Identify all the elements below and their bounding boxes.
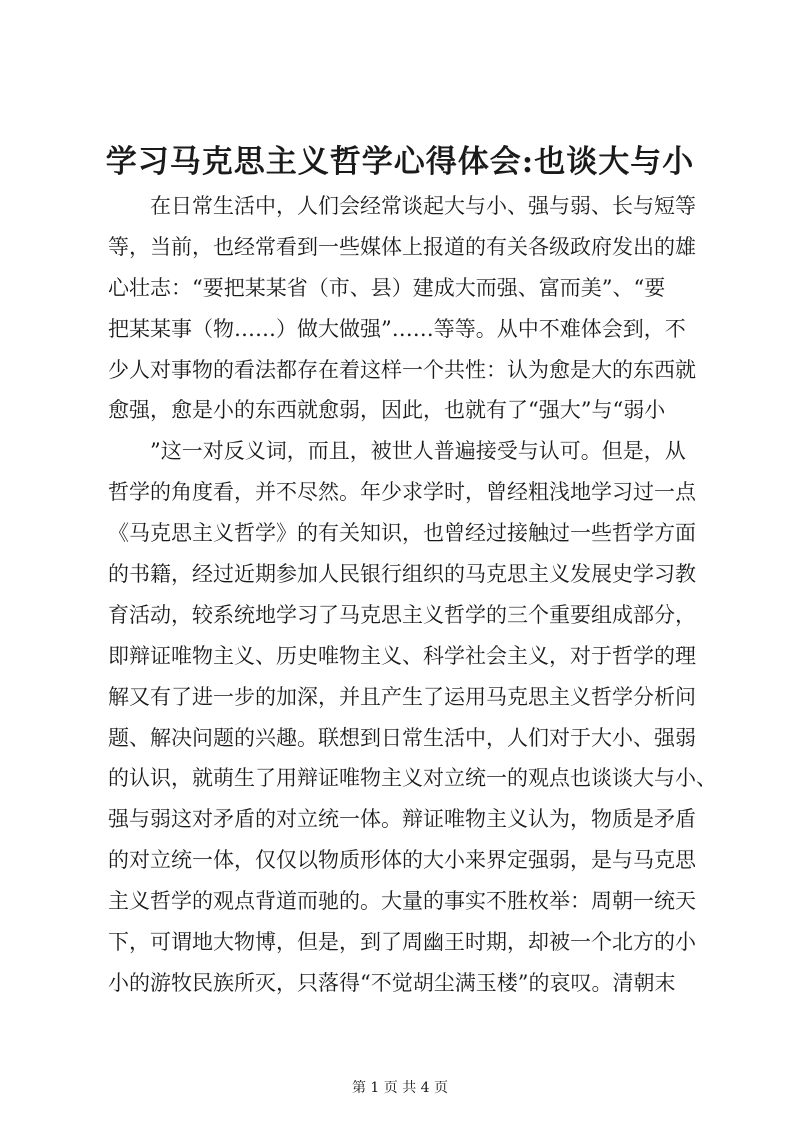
text-line: 哲学的角度看，并不尽然。年少求学时，曾经粗浅地学习过一点 — [108, 480, 696, 505]
text-line: 下，可谓地大物博，但是，到了周幽王时期，却被一个北方的小 — [108, 930, 696, 955]
text-line: 育活动，较系统地学习了马克思主义哲学的三个重要组成部分， — [108, 602, 696, 627]
text-line: 强与弱这对矛盾的对立统一体。辩证唯物主义认为，物质是矛盾 — [108, 807, 696, 832]
text-line: 《马克思主义哲学》的有关知识，也曾经过接触过一些哲学方面 — [108, 521, 696, 546]
text-line: 把某某事（物……）做大做强”……等等。从中不难体会到，不 — [108, 316, 686, 341]
page-footer: 第 1 页 共 4 页 — [351, 1080, 449, 1096]
text-line: 的认识，就萌生了用辩证唯物主义对立统一的观点也谈谈大与小、 — [108, 766, 717, 791]
text-line: 即辩证唯物主义、历史唯物主义、科学社会主义，对于哲学的理 — [108, 643, 696, 668]
text-line: 愈强，愈是小的东西就愈弱，因此，也就有了“强大”与“弱小 — [108, 398, 666, 423]
text-line: 等，当前，也经常看到一些媒体上报道的有关各级政府发出的雄 — [108, 234, 696, 259]
body-text — [108, 186, 717, 1004]
text-line: 少人对事物的看法都存在着这样一个共性：认为愈是大的东西就 — [108, 357, 696, 382]
text-line: 小的游牧民族所灭，只落得“不觉胡尘满玉楼”的哀叹。清朝末 — [108, 970, 676, 995]
text-line: 心壮志：“要把某某省（市、县）建成大而强、富而美”、“要 — [108, 275, 666, 300]
text-line: 的对立统一体，仅仅以物质形体的大小来界定强弱，是与马克思 — [108, 848, 696, 873]
text-line: 主义哲学的观点背道而驰的。大量的事实不胜枚举：周朝一统天 — [108, 889, 696, 914]
text-line: 解又有了进一步的加深，并且产生了运用马克思主义哲学分析问 — [108, 684, 696, 709]
text-line: 题、解决问题的兴趣。联想到日常生活中，人们对于大小、强弱 — [108, 725, 696, 750]
text-line: 的书籍，经过近期参加人民银行组织的马克思主义发展史学习教 — [108, 562, 696, 587]
document-title: 学习马克思主义哲学心得体会:也谈大与小 — [105, 144, 695, 180]
text-line: 在日常生活中，人们会经常谈起大与小、强与弱、长与短等 — [150, 194, 696, 218]
text-line: ”这一对反义词，而且，被世人普遍接受与认可。但是，从 — [150, 439, 686, 464]
